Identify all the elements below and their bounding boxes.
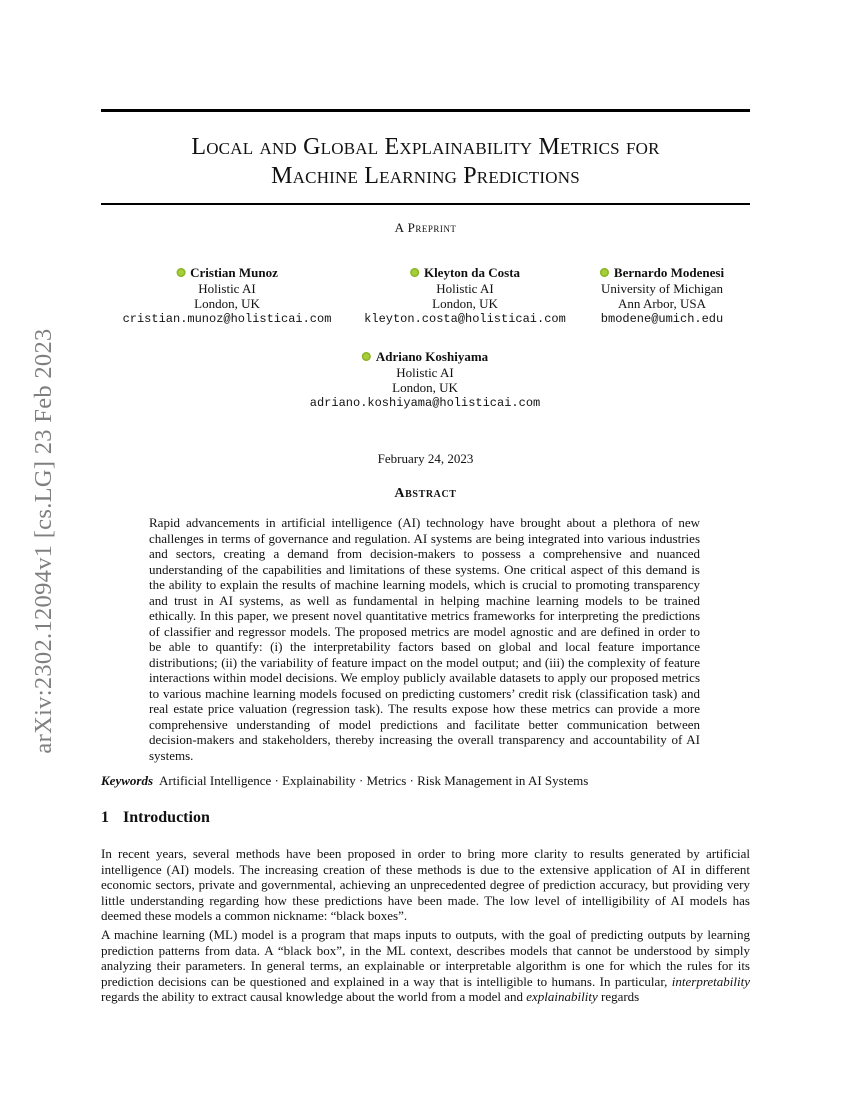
author-email[interactable]: bmodene@umich.edu bbox=[600, 311, 724, 326]
author-email[interactable]: adriano.koshiyama@holisticai.com bbox=[309, 395, 541, 410]
title-line-1: Local and Global Explainability Metrics for bbox=[191, 134, 660, 160]
term-explainability: explainability bbox=[526, 989, 598, 1004]
author-name: Cristian Munoz bbox=[190, 265, 278, 280]
section-number: 1 bbox=[101, 809, 109, 826]
preprint-label: A Preprint bbox=[394, 220, 457, 235]
author-name: Kleyton da Costa bbox=[423, 265, 521, 280]
term-interpretability: interpretability bbox=[671, 973, 750, 989]
publication-date: February 24, 2023 bbox=[377, 451, 474, 466]
orcid-icon[interactable] bbox=[362, 352, 371, 361]
intro-paragraph-2 bbox=[101, 927, 750, 1005]
author-name: Bernardo Modenesi bbox=[613, 265, 725, 280]
intro-p2-text-c: regards bbox=[597, 989, 640, 1004]
title-rule-bottom bbox=[101, 203, 750, 205]
author-affiliation: Holistic AI bbox=[198, 280, 256, 296]
abstract-text: Rapid advancements in artificial intelligence (AI) technology have brought about a plethora of new challenges in terms of governance and regulation. AI systems are being integrated into various industries and sectors, creating a demand from decision-makers to possess a comprehensive and nuanced understanding of the capabilities and limitations of these systems. One critical aspect of this demand is the ability to explain the results of machine learning models, which is crucial to promoting transparency and trust in AI systems, as well as fundamental in helping machine learning models to be trained ethically. In this paper, we present novel quantitative metrics frameworks for interpreting the predictions of classifier and regressor models. The proposed metrics are model agnostic and are defined in order to be able to quantify: (i) the interpretability factors based on global and local feature importance distributions; (ii) the variability of feature impact on the model output; and (iii) the complexity of feature interactions within model decisions. We employ publicly available datasets to apply our proposed metrics to various machine learning models focused on predicting customers’ credit risk (classification task) and real estate price valuation (regression task). The results expose how these metrics can provide a more comprehensive understanding of model predictions and facilitate better communication between decision-makers and stakeholders, thereby increasing the overall transparency and accountability of AI systems. bbox=[149, 515, 700, 763]
paper-title bbox=[101, 133, 750, 191]
author-block-2 bbox=[364, 265, 566, 327]
title-rule-top bbox=[101, 109, 750, 112]
author-block-4 bbox=[310, 349, 540, 411]
intro-paragraph-1: In recent years, several methods have been proposed in order to bring more clarity to results generated by artificial intelligence (AI) models. The increasing creation of these methods is due to the extensive application of AI in different economic sectors, private and governmental, achieving an unprecedented degree of prediction accuracy, but providing very little understanding regarding how these predictions have been made. The low level of intelligibility of AI models has deemed these models a common nickname: “black boxes”. bbox=[101, 846, 750, 923]
orcid-icon[interactable] bbox=[600, 268, 609, 277]
author-email[interactable]: kleyton.costa@holisticai.com bbox=[364, 311, 566, 326]
orcid-icon[interactable] bbox=[176, 268, 185, 277]
author-location: London, UK bbox=[194, 296, 260, 311]
keywords-text: Artificial Intelligence · Explainability · Metrics · Risk Management in AI Systems bbox=[159, 773, 589, 788]
section-title: Introduction bbox=[123, 809, 210, 826]
keywords-line bbox=[101, 773, 750, 789]
author-location: London, UK bbox=[392, 380, 458, 395]
author-name: Adriano Koshiyama bbox=[375, 349, 489, 364]
author-block-1 bbox=[123, 265, 332, 327]
author-block-3 bbox=[600, 265, 724, 327]
intro-p2-text-b: regards the ability to extract causal knowledge about the world from a model and bbox=[101, 989, 527, 1004]
intro-p2-text-a: A machine learning (ML) model is a program that maps inputs to outputs, with the goal of predicting outputs by learning prediction patterns from data. A “black box”, in the ML context, describes models that cannot be understood by simply analyzing their parameters. In general terms, an explainable or interpretable algorithm is one for which the rules for its prediction decisions can be questioned and explained in a way that is intelligible to humans. In particular, bbox=[101, 927, 750, 989]
abstract-heading: Abstract bbox=[394, 486, 457, 501]
keywords-label: Keywords bbox=[101, 773, 153, 788]
author-location: London, UK bbox=[432, 296, 498, 311]
author-affiliation: Holistic AI bbox=[436, 280, 494, 296]
author-affiliation: University of Michigan bbox=[600, 280, 724, 296]
title-line-2: Machine Learning Predictions bbox=[271, 163, 580, 189]
section-heading-introduction bbox=[101, 809, 210, 827]
author-email[interactable]: cristian.munoz@holisticai.com bbox=[122, 311, 332, 326]
orcid-icon[interactable] bbox=[410, 268, 419, 277]
arxiv-identifier: arXiv:2302.12094v1 [cs.LG] 23 Feb 2023 bbox=[30, 328, 57, 754]
author-affiliation: Holistic AI bbox=[396, 364, 454, 380]
author-location: Ann Arbor, USA bbox=[618, 296, 706, 311]
